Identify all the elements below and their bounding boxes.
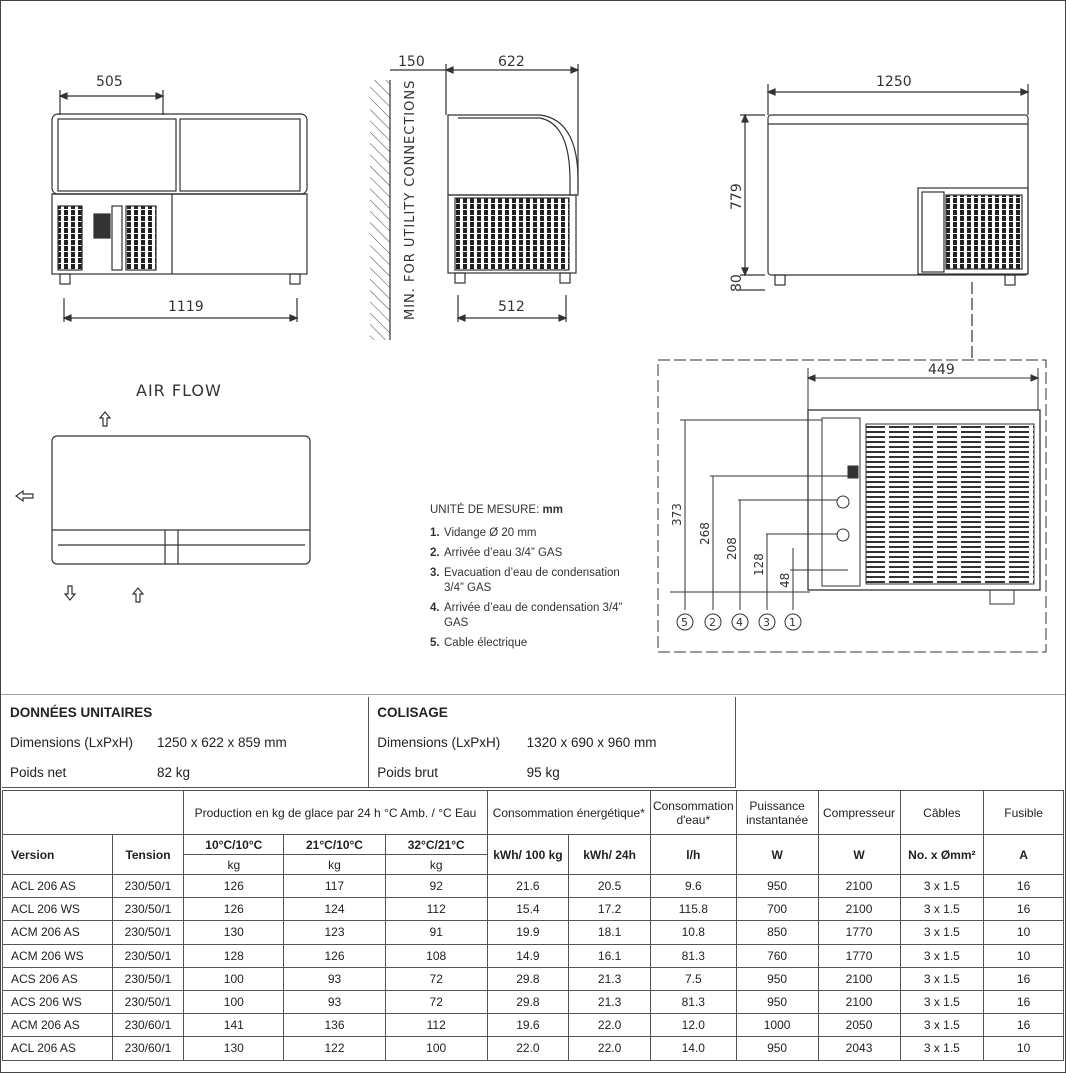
table-row <box>3 921 1064 944</box>
table-cell: 2050 <box>818 1014 900 1037</box>
table-cell: 100 <box>184 967 284 990</box>
table-row <box>3 967 1064 990</box>
fuse-unit-header: A <box>984 835 1064 875</box>
table-cell: 16 <box>984 967 1064 990</box>
detail-height-373: 373 <box>670 503 684 526</box>
table-cell: 22.0 <box>487 1037 569 1060</box>
side-dim-depth: 622 <box>498 54 525 70</box>
unit-line <box>430 503 630 518</box>
table-cell: 136 <box>284 1014 386 1037</box>
table-cell: 128 <box>184 944 284 967</box>
unit-info-table <box>2 697 736 788</box>
unit-dimensions-value: 1250 x 622 x 859 mm <box>157 727 369 757</box>
table-cell: 126 <box>184 875 284 898</box>
marker-label: 4 <box>736 616 743 629</box>
table-cell: 29.8 <box>487 967 569 990</box>
cables-header: Câbles <box>900 791 984 835</box>
unit-dimensions-label: Dimensions (LxPxH) <box>10 734 134 750</box>
table-cell: 19.6 <box>487 1014 569 1037</box>
air-flow-label: AIR FLOW <box>136 381 222 400</box>
legend-item: 5. Cable électrique <box>430 637 528 649</box>
table-cell: 2100 <box>818 967 900 990</box>
kg-unit-header: kg <box>184 855 284 875</box>
table-cell: 3 x 1.5 <box>900 921 984 944</box>
detail-height-128: 128 <box>752 553 766 576</box>
table-cell: 21.6 <box>487 875 569 898</box>
table-cell: 760 <box>736 944 818 967</box>
table-cell: 93 <box>284 967 386 990</box>
table-cell: 16 <box>984 875 1064 898</box>
table-cell: 9.6 <box>650 875 736 898</box>
table-cell: 950 <box>736 967 818 990</box>
table-cell: 3 x 1.5 <box>900 875 984 898</box>
detail-view <box>658 360 1046 652</box>
fuse-header: Fusible <box>984 791 1064 835</box>
table-cell: 16.1 <box>569 944 651 967</box>
table-cell: 123 <box>284 921 386 944</box>
table-cell: 3 x 1.5 <box>900 1014 984 1037</box>
table-cell: 100 <box>385 1037 487 1060</box>
table-row <box>3 1014 1064 1037</box>
compressor-header: Compresseur <box>818 791 900 835</box>
side-dim-clearance: 150 <box>398 54 425 70</box>
table-cell: 950 <box>736 990 818 1013</box>
table-cell: 3 x 1.5 <box>900 944 984 967</box>
spec-table-body <box>3 875 1064 1061</box>
packing-weight-label: Poids brut <box>369 757 527 788</box>
marker-label: 3 <box>763 616 770 629</box>
table-cell: 81.3 <box>650 944 736 967</box>
table-cell: 16 <box>984 898 1064 921</box>
table-cell: 81.3 <box>650 990 736 1013</box>
cable-unit-header: No. x Ømm² <box>900 835 984 875</box>
table-cell: 12.0 <box>650 1014 736 1037</box>
table-cell: 16 <box>984 990 1064 1013</box>
temp-header-2: 21°C/10°C <box>284 835 386 855</box>
power-unit-header: W <box>736 835 818 875</box>
table-cell: 112 <box>385 898 487 921</box>
table-cell: 230/50/1 <box>112 921 184 944</box>
marker-label: 5 <box>681 616 688 629</box>
table-cell: 2100 <box>818 898 900 921</box>
rear-dim-feet: 80 <box>729 274 745 292</box>
table-cell: 950 <box>736 875 818 898</box>
table-cell: 3 x 1.5 <box>900 898 984 921</box>
front-dim-bottom: 1119 <box>168 299 204 315</box>
table-cell: 126 <box>184 898 284 921</box>
table-cell: 14.9 <box>487 944 569 967</box>
table-cell: 130 <box>184 921 284 944</box>
table-cell: 2043 <box>818 1037 900 1060</box>
table-cell: ACS 206 AS <box>3 967 113 990</box>
table-cell: ACS 206 WS <box>3 990 113 1013</box>
table-cell: 3 x 1.5 <box>900 967 984 990</box>
production-header: Production en kg de glace par 24 h °C Amb. / °C Eau <box>184 791 487 835</box>
water-header: Consommation d'eau* <box>650 791 736 835</box>
unit-data-title: DONNÉES UNITAIRES <box>2 697 369 727</box>
arrow-left-icon <box>16 491 33 501</box>
legend-item: 2. Arrivée d’eau 3/4” GAS <box>430 547 563 559</box>
blank-header <box>3 791 184 835</box>
table-cell: 230/50/1 <box>112 990 184 1013</box>
legend-item: 1. Vidange Ø 20 mm <box>430 527 537 539</box>
table-cell: ACM 206 WS <box>3 944 113 967</box>
kwh-per-24h-header: kWh/ 24h <box>569 835 651 875</box>
kg-unit-header: kg <box>284 855 386 875</box>
table-cell: 20.5 <box>569 875 651 898</box>
power-header: Puissance instantanée <box>736 791 818 835</box>
table-cell: 21.3 <box>569 967 651 990</box>
table-cell: 117 <box>284 875 386 898</box>
detail-dim-width: 449 <box>928 362 955 378</box>
table-cell: 2100 <box>818 990 900 1013</box>
table-cell: 850 <box>736 921 818 944</box>
side-view <box>370 64 578 340</box>
table-cell: 16 <box>984 1014 1064 1037</box>
table-cell: 112 <box>385 1014 487 1037</box>
packing-dimensions-value: 1320 x 690 x 960 mm <box>527 727 736 757</box>
table-cell: 1770 <box>818 944 900 967</box>
table-cell: 21.3 <box>569 990 651 1013</box>
table-cell: 22.0 <box>569 1037 651 1060</box>
rear-dim-height: 779 <box>729 183 745 210</box>
kwh-per-100kg-header: kWh/ 100 kg <box>487 835 569 875</box>
table-cell: 17.2 <box>569 898 651 921</box>
table-row <box>3 944 1064 967</box>
arrow-down-icon <box>65 586 75 600</box>
table-cell: 14.0 <box>650 1037 736 1060</box>
table-cell: 3 x 1.5 <box>900 990 984 1013</box>
side-dim-base: 512 <box>498 299 525 315</box>
table-cell: ACM 206 AS <box>3 1014 113 1037</box>
front-view <box>52 90 307 322</box>
arrow-up-icon <box>100 412 110 426</box>
table-cell: 230/50/1 <box>112 875 184 898</box>
table-cell: 72 <box>385 990 487 1013</box>
table-cell: 122 <box>284 1037 386 1060</box>
table-cell: ACL 206 AS <box>3 1037 113 1060</box>
table-row <box>3 1037 1064 1060</box>
table-cell: 7.5 <box>650 967 736 990</box>
detail-height-208: 208 <box>725 537 739 560</box>
top-view <box>16 412 310 602</box>
table-cell: 10.8 <box>650 921 736 944</box>
legend-item: 3. Evacuation d’eau de condensation 3/4” GAS <box>430 567 620 594</box>
table-cell: 2100 <box>818 875 900 898</box>
table-cell: 100 <box>184 990 284 1013</box>
marker-label: 1 <box>789 616 796 629</box>
table-cell: 230/50/1 <box>112 944 184 967</box>
table-cell: 108 <box>385 944 487 967</box>
table-cell: 700 <box>736 898 818 921</box>
table-cell: ACL 206 AS <box>3 875 113 898</box>
front-dim-top: 505 <box>96 74 123 90</box>
packing-weight-value: 95 kg <box>527 757 736 788</box>
table-cell: 10 <box>984 1037 1064 1060</box>
table-cell: 72 <box>385 967 487 990</box>
unit-weight-label: Poids net <box>2 757 157 788</box>
table-cell: 93 <box>284 990 386 1013</box>
table-cell: 3 x 1.5 <box>900 1037 984 1060</box>
table-cell: 92 <box>385 875 487 898</box>
table-cell: 1770 <box>818 921 900 944</box>
table-cell: 130 <box>184 1037 284 1060</box>
unit-label: UNITÉ DE MESURE: <box>430 504 540 516</box>
marker-label: 2 <box>709 616 716 629</box>
rear-view <box>740 84 1028 360</box>
table-cell: 29.8 <box>487 990 569 1013</box>
table-cell: 950 <box>736 1037 818 1060</box>
temp-header-1: 10°C/10°C <box>184 835 284 855</box>
table-cell: 126 <box>284 944 386 967</box>
energy-header: Consommation énergétique* <box>487 791 650 835</box>
table-cell: 115.8 <box>650 898 736 921</box>
table-cell: 15.4 <box>487 898 569 921</box>
unit-weight-value: 82 kg <box>157 757 369 788</box>
table-cell: 124 <box>284 898 386 921</box>
table-cell: 230/60/1 <box>112 1014 184 1037</box>
compressor-unit-header: W <box>818 835 900 875</box>
table-cell: ACL 206 WS <box>3 898 113 921</box>
packing-title: COLISAGE <box>369 697 736 727</box>
kg-unit-header: kg <box>385 855 487 875</box>
table-cell: 230/60/1 <box>112 1037 184 1060</box>
table-cell: 19.9 <box>487 921 569 944</box>
version-header: Version <box>3 835 113 875</box>
table-row <box>3 898 1064 921</box>
table-cell: 230/50/1 <box>112 967 184 990</box>
detail-height-48: 48 <box>778 572 792 588</box>
legend <box>430 503 630 656</box>
spec-table <box>2 790 1064 1061</box>
table-cell: 141 <box>184 1014 284 1037</box>
table-row <box>3 875 1064 898</box>
detail-height-268: 268 <box>698 522 712 545</box>
table-cell: 10 <box>984 921 1064 944</box>
arrow-up-icon <box>133 588 143 602</box>
clearance-label: MIN. FOR UTILITY CONNECTIONS <box>403 79 418 320</box>
water-unit-header: l/h <box>650 835 736 875</box>
rear-dim-width: 1250 <box>876 74 912 90</box>
table-cell: 230/50/1 <box>112 898 184 921</box>
table-cell: 22.0 <box>569 1014 651 1037</box>
packing-dimensions-label: Dimensions (LxPxH) <box>377 734 501 750</box>
table-cell: 91 <box>385 921 487 944</box>
legend-item: 4. Arrivée d’eau de condensation 3/4” GAS <box>430 602 623 629</box>
temp-header-3: 32°C/21°C <box>385 835 487 855</box>
table-cell: 1000 <box>736 1014 818 1037</box>
unit-value: mm <box>542 504 563 516</box>
table-cell: ACM 206 AS <box>3 921 113 944</box>
table-cell: 18.1 <box>569 921 651 944</box>
legend-list <box>430 526 630 651</box>
table-row <box>3 990 1064 1013</box>
voltage-header: Tension <box>112 835 184 875</box>
table-cell: 10 <box>984 944 1064 967</box>
